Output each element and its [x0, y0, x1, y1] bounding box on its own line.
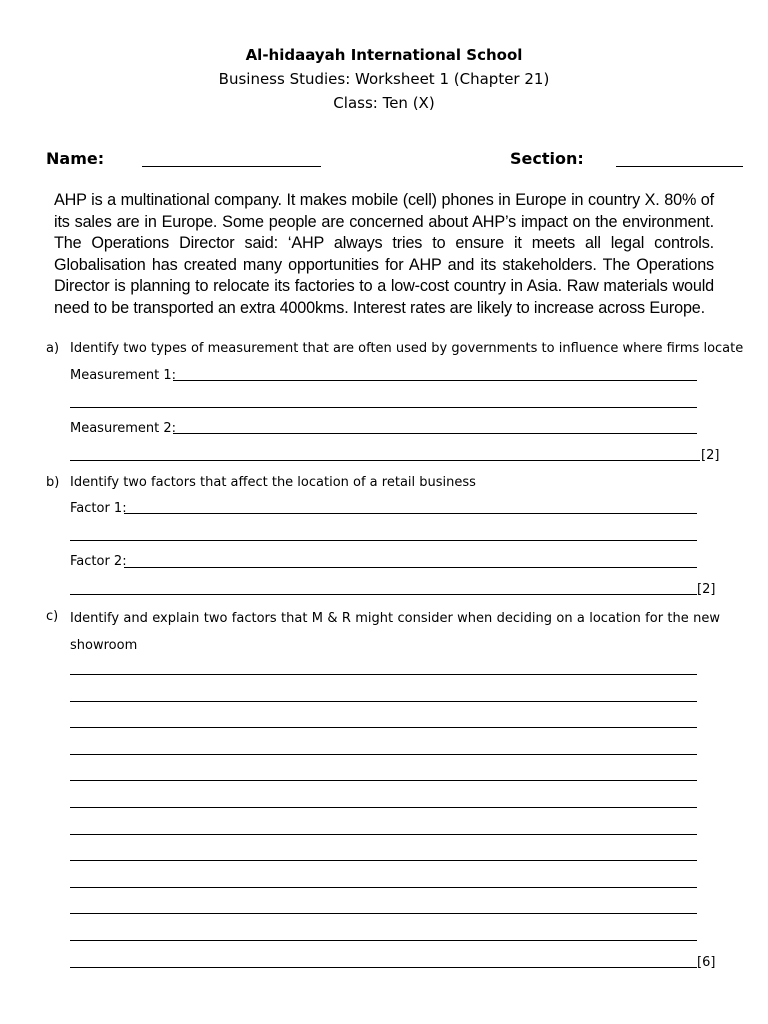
answer-label: Measurement 1:: [70, 368, 177, 383]
section-label: Section:: [510, 149, 584, 168]
answer-line[interactable]: [124, 567, 697, 568]
answer-line[interactable]: [70, 407, 697, 408]
question-number: c): [46, 609, 59, 624]
answer-line[interactable]: [70, 701, 697, 702]
marks-label: [2]: [701, 448, 720, 463]
student-info-row: [46, 149, 706, 173]
answer-line[interactable]: [70, 860, 697, 861]
answer-line[interactable]: [173, 433, 697, 434]
answer-line[interactable]: [70, 834, 697, 835]
marks-label: [2]: [697, 582, 716, 597]
answer-line[interactable]: [70, 887, 697, 888]
worksheet-header: [0, 43, 768, 115]
question-text: Identify two types of measurement that are often used by governments to influence where firms locate: [70, 341, 744, 356]
question-text: Identify two factors that affect the location of a retail business: [70, 475, 476, 490]
section-field-line[interactable]: [616, 166, 743, 167]
school-name: Al-hidaayah International School: [245, 46, 523, 64]
answer-line[interactable]: [124, 513, 697, 514]
answer-line[interactable]: [70, 727, 697, 728]
question-text: Identify and explain two factors that M & R might consider when deciding on a location for the new showroom: [70, 611, 720, 653]
answer-line[interactable]: [70, 940, 697, 941]
worksheet-subject: Business Studies: Worksheet 1 (Chapter 21): [218, 70, 550, 88]
class-label: Class: Ten (X): [333, 94, 435, 112]
answer-line[interactable]: [70, 967, 697, 968]
answer-line[interactable]: [173, 380, 697, 381]
marks-label: [6]: [697, 955, 716, 970]
answer-line[interactable]: [70, 540, 697, 541]
name-label: Name:: [46, 149, 105, 168]
answer-label: Measurement 2:: [70, 421, 177, 436]
answer-line[interactable]: [70, 807, 697, 808]
answer-line[interactable]: [70, 460, 700, 461]
answer-line[interactable]: [70, 594, 697, 595]
question-number: b): [46, 475, 60, 490]
answer-line[interactable]: [70, 780, 697, 781]
answer-line[interactable]: [70, 754, 697, 755]
name-field-line[interactable]: [142, 166, 321, 167]
answer-label: Factor 1:: [70, 501, 127, 516]
answer-line[interactable]: [70, 913, 697, 914]
answer-label: Factor 2:: [70, 554, 127, 569]
question-number: a): [46, 341, 60, 356]
answer-line[interactable]: [70, 674, 697, 675]
case-study-text: AHP is a multinational company. It makes mobile (cell) phones in Europe in country X. 80% of its sales are in Europe. Some people are concerned about AHP’s impact on the environment. The Operations Director said: ‘AHP always tries to ensure it meets all legal controls. Globalisation has created many opportunities for AHP and its stakeholders. The Operations Director is planning to relocate its factories to a low-cost country in Asia. Raw materials would need to be transported an extra 4000kms. Interest rates are likely to increase across Europe.: [54, 191, 714, 317]
